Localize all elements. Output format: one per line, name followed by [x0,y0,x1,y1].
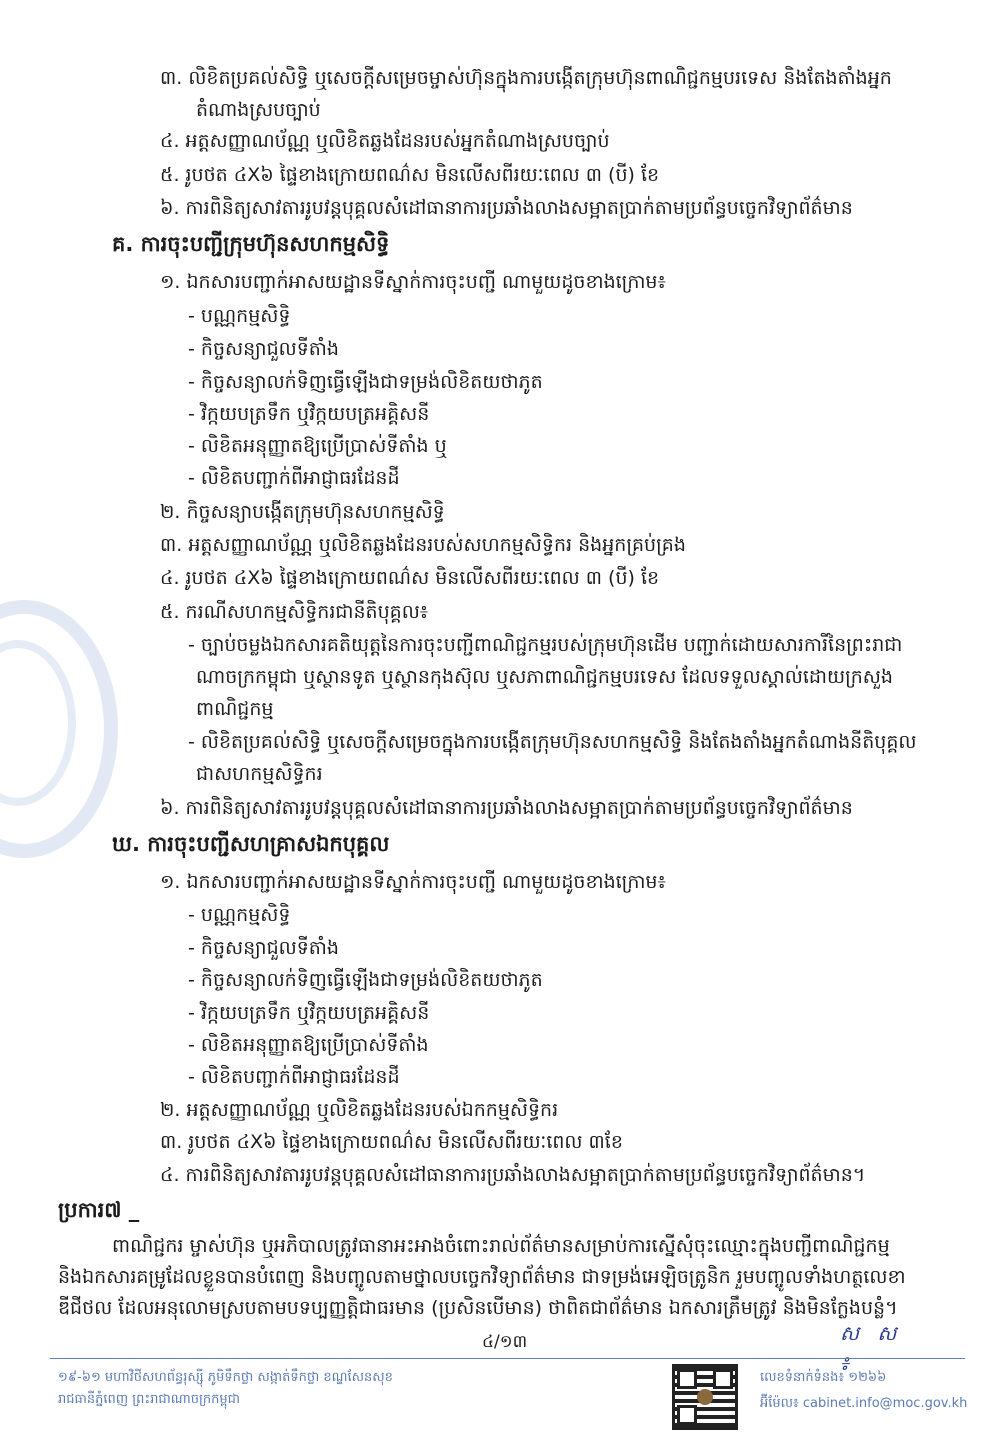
item-6: ៦. ការពិនិត្យសាវតាររូបវន្តបុគ្គលសំដៅធានាការប្រឆាំងលាងសម្អាតប្រាក់តាមប្រព័ន្ធបច្ចេកវិទ្យាព័ត៌មាន [160,197,853,219]
item-3: ៣. លិខិតប្រគល់សិទ្ធិ ឬសេចក្តីសម្រេចម្ចាស់ហ៊ុនក្នុងការបង្កើតក្រុមហ៊ុនពាណិជ្ជកម្មបរទេស និងតែងតាំងអ្នក [160,67,892,89]
item-4: ៤. អត្តសញ្ញាណប័ណ្ណ ឬលិខិតឆ្លងដែនរបស់អ្នកតំណាងស្របច្បាប់ [160,130,610,152]
section-heading-kho: ឃ. ការចុះបញ្ជីសហគ្រាសឯកបុគ្គល [112,832,390,856]
sub-item: - លិខិតអនុញ្ញាតឱ្យប្រើប្រាស់ទីតាំង ឬ [188,435,447,457]
item-3: ៣. អត្តសញ្ញាណប័ណ្ណ ឬលិខិតឆ្លងដែនរបស់សហកម្មសិទ្ធិករ និងអ្នកគ្រប់គ្រង [160,534,686,556]
sub-item: - កិច្ចសន្យាជួលទីតាំង [188,937,339,959]
item-1: ១. ឯកសារបញ្ជាក់អាសយដ្ឋានទីស្នាក់ការចុះបញ្ជី ណាមួយដូចខាងក្រោម៖ [160,871,666,893]
article-7-heading: ប្រការ៧ _ [58,1198,140,1222]
qr-code-icon [672,1364,738,1430]
sub-item: - លិខិតអនុញ្ញាតឱ្យប្រើប្រាស់ទីតាំង [188,1034,429,1056]
item-3-cont: តំណាងស្របច្បាប់ [196,99,321,121]
item-5: ៥. រូបថត ៤X៦ ផ្ទៃខាងក្រោយពណ៌ស មិនលើសពីរយៈពេល ៣ (បី) ខែ [160,164,660,186]
sub-item-cont: ណាចក្រកម្ពុជា ឬស្ថានទូត ឬស្ថានកុងស៊ុល ឬសភាពាណិជ្ជកម្មបរទេស ដែលទទួលស្គាល់ដោយក្រសួង [196,666,893,688]
footer-address-line2: រាជធានីភ្នំពេញ ព្រះរាជាណាចក្រកម្ពុជា [58,1392,240,1407]
article-7-paragraph-line: ពាណិជ្ជករ ម្ចាស់ហ៊ុន ឬអភិបាលត្រូវធានាអះអាងចំពោះរាល់ព័ត៌មានសម្រាប់ការស្នើសុំចុះឈ្មោះក្នុងបញ្ជីពាណិជ្ជកម្ម [112,1235,890,1257]
sub-item-cont: ជាសហកម្មសិទ្ធិករ [196,763,323,785]
sub-item: - វិក្កយបត្រទឹក ឬវិក្កយបត្រអគ្គិសនី [188,403,430,425]
page-number: ៤/១៣ [482,1332,528,1352]
article-7-paragraph-line: និងឯកសារគម្រូដែលខ្លួនបានបំពេញ និងបញ្ចូលតាមថ្នាលបច្ចេកវិទ្យាព័ត៌មាន ជាទម្រង់អេឡិចត្រូនិក រួមបញ្ចូលទាំងហត្ថលេខា [58,1266,906,1288]
item-6: ៦. ការពិនិត្យសាវតាររូបវន្តបុគ្គលសំដៅធានាការប្រឆាំងលាងសម្អាតប្រាក់តាមប្រព័ន្ធបច្ចេកវិទ្យាព័ត៌មាន [160,797,853,819]
article-7-paragraph-line: ឌីជីថល ដែលអនុលោមស្របតាមបទប្បញ្ញត្តិជាធរមាន (ប្រសិនបើមាន) ថាពិតជាព័ត៌មាន ឯកសារត្រឹមត្រូវ និងមិនក្លែងបន្លំ។ [58,1297,898,1319]
sub-item: - កិច្ចសន្យាជួលទីតាំង [188,338,339,360]
item-1: ១. ឯកសារបញ្ជាក់អាសយដ្ឋានទីស្នាក់ការចុះបញ្ជី ណាមួយដូចខាងក្រោម៖ [160,271,666,293]
sub-item: - ច្បាប់ចម្លងឯកសារគតិយុត្តនៃការចុះបញ្ជីពាណិជ្ជកម្មរបស់ក្រុមហ៊ុនដើម បញ្ជាក់ដោយសារការីនៃព្រះរាជា [188,634,903,656]
item-5: ៥. ករណីសហកម្មសិទ្ធិករជានីតិបុគ្គល៖ [160,601,429,623]
footer-rule [50,1358,965,1359]
sub-item: - វិក្កយបត្រទឹក ឬវិក្កយបត្រអគ្គិសនី [188,1002,430,1024]
item-2: ២. កិច្ចសន្យាបង្កើតក្រុមហ៊ុនសហកម្មសិទ្ធិ [160,501,445,523]
sub-item: - កិច្ចសន្យាលក់ទិញធ្វើឡើងជាទម្រង់លិខិតយថាភូត [188,371,543,393]
footer-phone: លេខទំនាក់ទំនង៖ ១២៦៦ [760,1370,887,1385]
footer-address-line1: ១៩-៦១ មហាវិថីសហព័ន្ធរុស្ស៊ី ភូមិទឹកថ្លា សង្កាត់ទឹកថ្លា ខណ្ឌសែនសុខ [58,1370,393,1385]
sub-item: - បណ្ណកម្មសិទ្ធិ [188,904,291,926]
sub-item: - កិច្ចសន្យាលក់ទិញធ្វើឡើងជាទម្រង់លិខិតយថាភូត [188,969,543,991]
item-4: ៤. ការពិនិត្យសាវតាររូបវន្តបុគ្គលសំដៅធានាការប្រឆាំងលាងសម្អាតប្រាក់តាមប្រព័ន្ធបច្ចេកវិទ្យាព័ត៌មាន។ [160,1164,866,1186]
sub-item-cont: ពាណិជ្ជកម្ម [196,698,274,720]
sub-item: - លិខិតបញ្ជាក់ពីអាជ្ញាធរដែនដី [188,1066,400,1088]
sub-item: - បណ្ណកម្មសិទ្ធិ [188,305,291,327]
item-4: ៤. រូបថត ៤X៦ ផ្ទៃខាងក្រោយពណ៌ស មិនលើសពីរយៈពេល ៣ (បី) ខែ [160,567,660,589]
footer-email[interactable]: អ៊ីម៉ែល៖ cabinet.info@moc.gov.kh [760,1396,968,1411]
sub-item: - លិខិតបញ្ជាក់ពីអាជ្ញាធរដែនដី [188,467,400,489]
sub-item: - លិខិតប្រគល់សិទ្ធិ ឬសេចក្តីសម្រេចក្នុងការបង្កើតក្រុមហ៊ុនសហកម្មសិទ្ធិ និងតែងតាំងអ្នកតំណាងនីតិបុគ្គល [188,731,917,753]
section-heading-gor: គ. ការចុះបញ្ជីក្រុមហ៊ុនសហកម្មសិទ្ធិ [112,232,390,256]
item-2: ២. អត្តសញ្ញាណប័ណ្ណ ឬលិខិតឆ្លងដែនរបស់ឯកកម្មសិទ្ធិករ [160,1099,559,1121]
item-3: ៣. រូបថត ៤X៦ ផ្ទៃខាងក្រោយពណ៌ស មិនលើសពីរយៈពេល ៣ខែ [160,1131,623,1153]
signature-initials: ស ស ៖ [840,1321,903,1375]
